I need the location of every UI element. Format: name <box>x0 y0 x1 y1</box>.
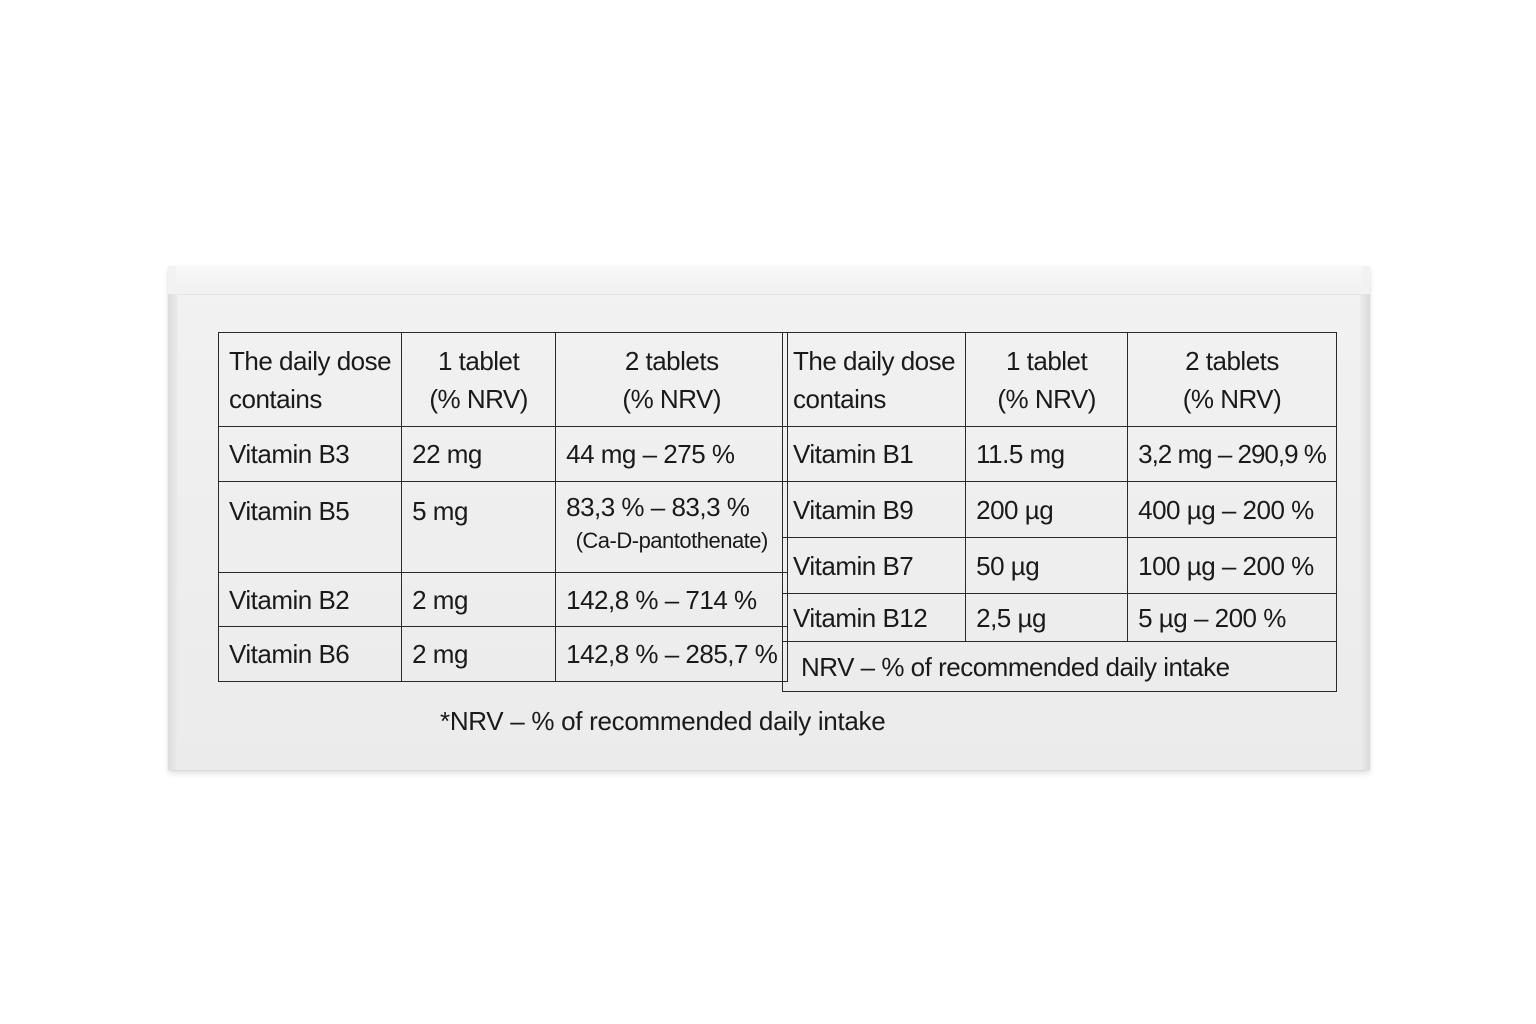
box-right-edge <box>1360 294 1370 770</box>
nutrient-two-tablets: 3,2 mg – 290,9 % <box>1128 427 1337 482</box>
nutrient-two-tablets: 400 µg – 200 % <box>1128 482 1337 538</box>
nutrient-one-tablet: 200 µg <box>966 482 1128 538</box>
table-row <box>783 482 1337 538</box>
nutrient-one-tablet: 2 mg <box>402 627 556 682</box>
nutrient-one-tablet: 50 µg <box>966 538 1128 594</box>
nutrient-name: Vitamin B2 <box>219 573 402 627</box>
nutrient-one-tablet: 22 mg <box>402 427 556 482</box>
nutrient-name: Vitamin B5 <box>219 482 402 573</box>
table-row <box>783 538 1337 594</box>
table-row <box>219 482 788 573</box>
nutrient-two-tablets: 100 µg – 200 % <box>1128 538 1337 594</box>
nutrient-two-tablets: 142,8 % – 285,7 % <box>556 627 788 682</box>
header-daily-dose: The daily dose contains <box>219 333 402 427</box>
nutrient-name: Vitamin B6 <box>219 627 402 682</box>
table-footer-row <box>783 642 1337 692</box>
table-row <box>219 627 788 682</box>
nutrient-one-tablet: 5 mg <box>402 482 556 573</box>
header-one-tablet: 1 tablet (% NRV) <box>402 333 556 427</box>
footnote: *NRV – % of recommended daily intake <box>440 706 886 736</box>
table-header-row <box>219 333 788 427</box>
header-daily-dose: The daily dose contains <box>783 333 966 427</box>
nutrient-note: (Ca-D-pantothenate) <box>575 528 768 553</box>
nutrient-name: Vitamin B7 <box>783 538 966 594</box>
nutrient-name: Vitamin B12 <box>783 594 966 642</box>
table-row <box>783 427 1337 482</box>
nutrient-two-tablets: 83,3 % – 83,3 % (Ca-D-pantothenate) <box>556 482 788 573</box>
nutrient-name: Vitamin B1 <box>783 427 966 482</box>
header-two-tablets: 2 tablets (% NRV) <box>1128 333 1337 427</box>
nutrient-two-tablets: 5 µg – 200 % <box>1128 594 1337 642</box>
box-top-edge <box>176 266 1362 295</box>
table-row <box>219 427 788 482</box>
box-left-edge <box>168 294 178 770</box>
nutrient-name: Vitamin B3 <box>219 427 402 482</box>
nutrition-table-left <box>218 332 788 682</box>
header-one-tablet: 1 tablet (% NRV) <box>966 333 1128 427</box>
nutrient-one-tablet: 2,5 µg <box>966 594 1128 642</box>
nutrient-name: Vitamin B9 <box>783 482 966 538</box>
table-row <box>783 594 1337 642</box>
table-row <box>219 573 788 627</box>
table-header-row <box>783 333 1337 427</box>
nutrient-two-tablets: 44 mg – 275 % <box>556 427 788 482</box>
header-two-tablets: 2 tablets (% NRV) <box>556 333 788 427</box>
nutrient-one-tablet: 11.5 mg <box>966 427 1128 482</box>
nutrient-one-tablet: 2 mg <box>402 573 556 627</box>
nutrient-two-tablets: 142,8 % – 714 % <box>556 573 788 627</box>
nutrition-table-right <box>782 332 1337 692</box>
nrv-definition: NRV – % of recommended daily intake <box>783 642 1337 692</box>
